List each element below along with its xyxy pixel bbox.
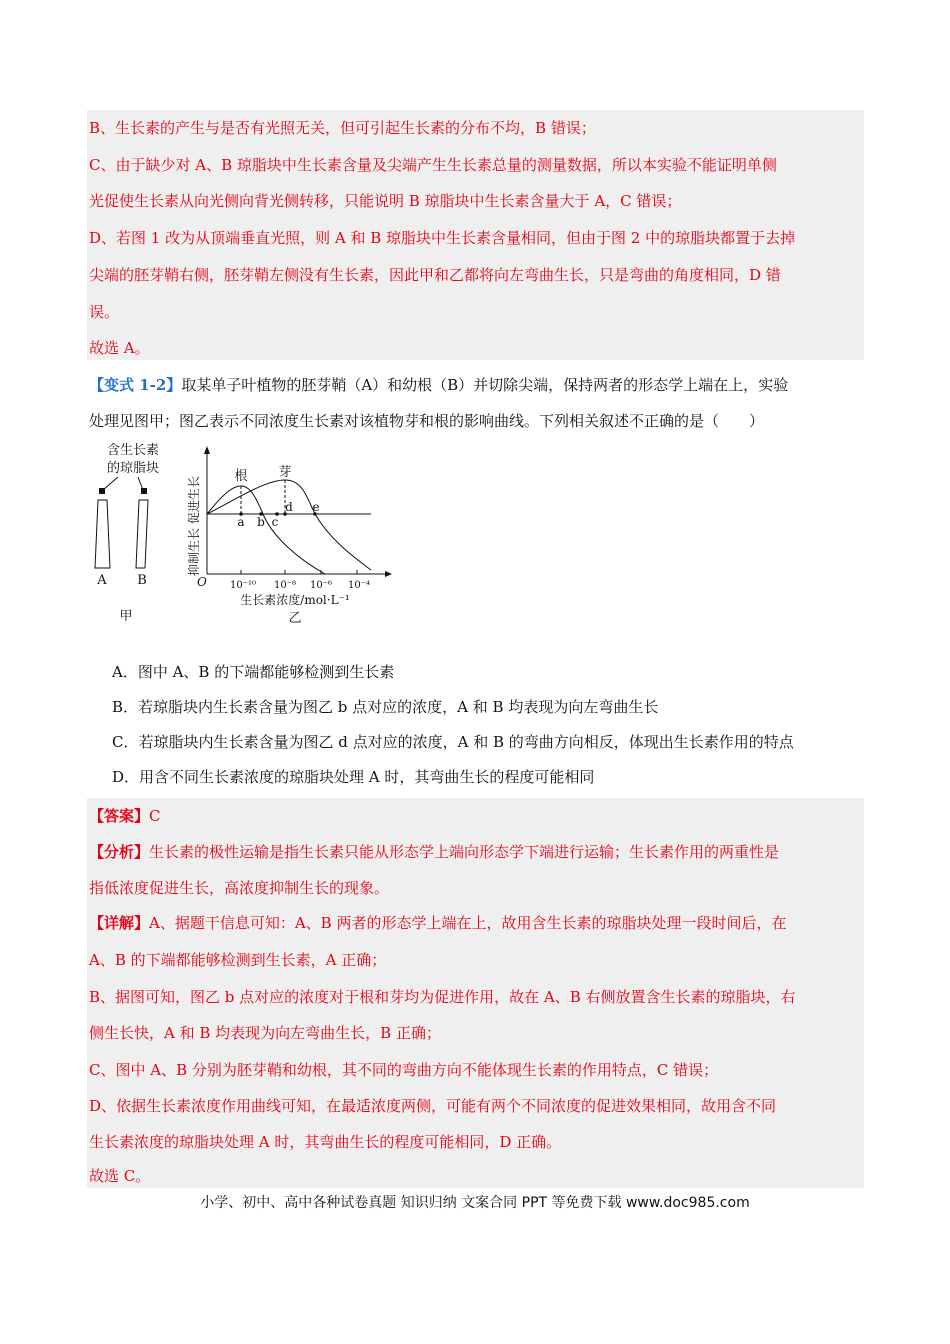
explanation-line: 尖端的胚芽鞘右侧，胚芽鞘左侧没有生长素，因此甲和乙都将向左弯曲生长，只是弯曲的角度相同，D 错 — [89, 266, 781, 284]
answer-line — [89, 806, 864, 826]
detail-line: 侧生长快，A 和 B 均表现为向左弯曲生长，B 正确； — [89, 1024, 441, 1042]
coleoptile-a — [95, 500, 110, 568]
x-tick: 10⁻⁴ — [347, 580, 371, 591]
detail-text: A、据题干信息可知：A、B 两者的形态学上端在上，故用含生长素的琼脂块处理一段时间后，在 — [149, 914, 787, 932]
origin-label: O — [197, 575, 207, 589]
label-root: 根 — [234, 469, 248, 484]
figure-jia — [88, 440, 198, 630]
label-bud: 芽 — [278, 465, 292, 480]
agar-block-a — [99, 488, 105, 494]
detail-tag: 【详解】 — [89, 914, 150, 932]
x-tick: 10⁻⁶ — [309, 580, 333, 591]
label-b: b — [257, 515, 265, 529]
detail-line: B、据图可知，图乙 b 点对应的浓度对于根和芽均为促进作用，故在 A、B 右侧放置含生长素的琼脂块，右 — [89, 988, 796, 1006]
label-c: c — [271, 515, 279, 529]
jia-label-top: 含生长素 — [106, 443, 160, 458]
answer-value: C — [149, 807, 161, 825]
question-stem — [89, 375, 864, 395]
detail-line: 生长素浓度的琼脂块处理 A 时，其弯曲生长的程度可能相同，D 正确。 — [89, 1133, 562, 1151]
label-a: a — [237, 515, 245, 529]
explanation-line: 误。 — [89, 303, 120, 321]
explanation-line: C、由于缺少对 A、B 琼脂块中生长素含量及尖端产生生长素总量的测量数据，所以本实验不能证明单侧 — [89, 156, 777, 174]
curve-root — [207, 486, 325, 574]
explanation-line: 光促使生长素从向光侧向背光侧转移，只能说明 B 琼脂块中生长素含量大于 A，C 错误； — [89, 192, 682, 210]
y-axis-label: 抑制生长 促进生长 — [187, 476, 201, 576]
detail-line: D、依据生长素浓度作用曲线可知，在最适浓度两侧，可能有两个不同浓度的促进效果相同，故用含不同 — [89, 1097, 777, 1115]
analysis-text: 生长素的极性运输是指生长素只能从形态学上端向形态学下端进行运输；生长素作用的两重性是 — [149, 843, 780, 861]
x-axis-label: 生长素浓度/mol·L⁻¹ — [240, 593, 350, 607]
question-stem-line2: 处理见图甲；图乙表示不同浓度生长素对该植物芽和根的影响曲线。下列相关叙述不正确的是（ ） — [89, 412, 765, 430]
explanation-line: B、生长素的产生与是否有光照无关，但可引起生长素的分布不均，B 错误； — [89, 119, 596, 137]
analysis-line2: 指低浓度促进生长，高浓度抑制生长的现象。 — [89, 879, 390, 897]
explanation-line: D、若图 1 改为从顶端垂直光照，则 A 和 B 琼脂块中生长素含量相同，但由于图 2 中的琼脂块都置于去掉 — [89, 229, 796, 247]
jia-label-b: B — [137, 573, 147, 588]
question-text: 取某单子叶植物的胚芽鞘（A）和幼根（B）并切除尖端，保持两者的形态学上端在上，实验 — [181, 376, 789, 394]
root-b — [136, 500, 148, 568]
detail-line — [89, 913, 864, 933]
detail-line: A、B 的下端都能够检测到生长素，A 正确； — [89, 951, 387, 969]
explanation-line: 故选 A。 — [89, 339, 150, 357]
option-a: A．图中 A、B 的下端都能够检测到生长素 — [112, 663, 395, 681]
answer-tag: 【答案】 — [89, 807, 150, 825]
jia-caption: 甲 — [119, 609, 133, 624]
jia-label-a: A — [97, 573, 107, 588]
analysis-tag: 【分析】 — [89, 843, 150, 861]
yi-caption: 乙 — [288, 611, 302, 626]
jia-label-bottom: 的琼脂块 — [106, 461, 160, 476]
option-c: C．若琼脂块内生长素含量为图乙 d 点对应的浓度，A 和 B 的弯曲方向相反，体现出生长素作用的特点 — [112, 733, 794, 751]
detail-line: 故选 C。 — [89, 1167, 151, 1185]
figure-yi — [185, 440, 395, 630]
detail-line: C、图中 A、B 分别为胚芽鞘和幼根，其不同的弯曲方向不能体现生长素的作用特点，C 错误； — [89, 1061, 719, 1079]
option-b: B．若琼脂块内生长素含量为图乙 b 点对应的浓度，A 和 B 均表现为向左弯曲生长 — [112, 698, 659, 716]
agar-block-b — [141, 488, 147, 494]
analysis-line — [89, 842, 864, 862]
curve-bud — [207, 480, 371, 570]
label-d: d — [285, 500, 293, 514]
x-tick: 10⁻⁸ — [273, 580, 297, 591]
page-footer: 小学、初中、高中各种试卷真题 知识归纳 文案合同 PPT 等免费下载 www.doc985.com — [200, 1195, 750, 1211]
question-tag: 【变式 1-2】 — [89, 376, 182, 394]
x-tick: 10⁻¹⁰ — [229, 580, 257, 591]
label-e: e — [312, 500, 320, 514]
option-d: D．用含不同生长素浓度的琼脂块处理 A 时，其弯曲生长的程度可能相同 — [112, 768, 595, 786]
